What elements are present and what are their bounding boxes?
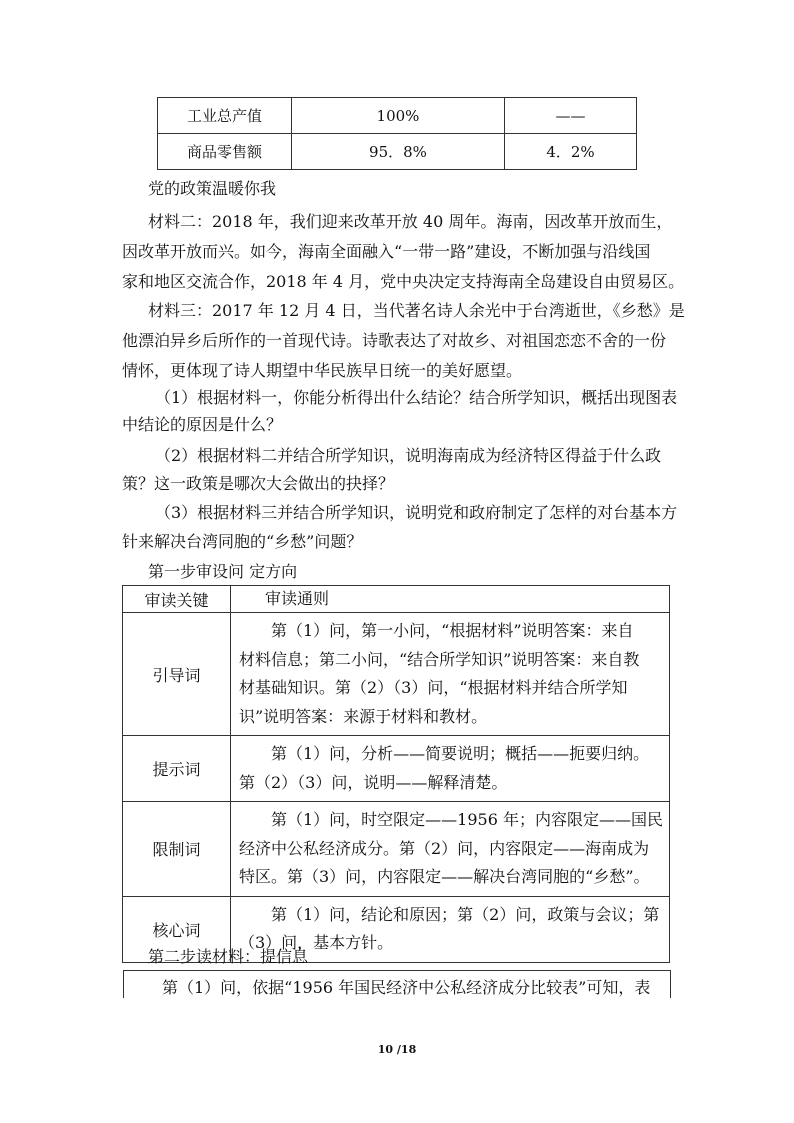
table-row: [158, 98, 637, 134]
row-line: 第（1）问，时空限定——1956 年；内容限定——国民: [271, 810, 663, 829]
row-key: 限制词: [123, 802, 231, 897]
header-key: 审读关键: [123, 586, 231, 613]
row-line: 特区。第（3）问，内容限定——解决台湾同胞的“乡愁”。: [239, 867, 650, 886]
row-line: 材料信息；第二小问，“结合所学知识”说明答案：来自教: [239, 649, 640, 669]
row-line: 第（2）（3）问，说明——解释清楚。: [239, 772, 508, 792]
row-line: 第（1）问，结论和原因；第（2）问，政策与会议；第: [271, 904, 660, 924]
section-heading: 党的政策温暖你我: [148, 179, 277, 198]
row-key: 提示词: [123, 736, 231, 802]
page-number: 10 /18: [377, 1043, 417, 1056]
row-label: 工业总产值: [158, 98, 292, 134]
row-line: 第（1）问，第一小问，“根据材料”说明答案：来自: [271, 621, 634, 640]
row-value: 100%: [292, 98, 505, 134]
row-line: 第（1）问，分析——简要说明；概括——扼要归纳。: [271, 744, 650, 763]
question-2-line: （2）根据材料二并结合所学知识，说明海南成为经济特区得益于什么政: [155, 446, 662, 465]
table-row: [123, 802, 670, 897]
material3-line: 情怀，更体现了诗人期望中华民族早日统一的美好愿望。: [122, 361, 523, 380]
table-row: [123, 736, 670, 802]
material2-line: 因改革开放而兴。如今，海南全面融入“一带一路”建设，不断加强与沿线国: [122, 242, 651, 261]
row-line: （3）问，基本方针。: [239, 933, 394, 952]
material3-line: 他漂泊异乡后所作的一首现代诗。诗歌表达了对故乡、对祖国恋恋不舍的一份: [122, 331, 667, 350]
row-line: 材基础知识。第（2）（3）问，“根据材料并结合所学知: [239, 678, 628, 697]
row-value: ——: [505, 98, 637, 134]
question-1-line: 中结论的原因是什么？: [122, 415, 283, 434]
analysis-table: [122, 585, 670, 963]
row-content: [231, 613, 670, 736]
row-value: 4．2%: [505, 134, 637, 170]
row-content: [231, 802, 670, 897]
header-value: 审读通则: [231, 586, 670, 613]
row-content: [231, 736, 670, 802]
row-line: 识”说明答案：来源于材料和教材。: [239, 706, 488, 726]
row-key: 核心词: [123, 896, 231, 962]
material2-line: 家和地区交流合作，2018 年 4 月，党中央决定支持海南全岛建设自由贸易区。: [122, 272, 685, 291]
row-label: 商品零售额: [158, 134, 292, 170]
question-3-line: （3）根据材料三并结合所学知识，说明党和政府制定了怎样的对台基本方: [155, 503, 678, 522]
row-value: 95．8%: [292, 134, 505, 170]
step2-text: 第（1）问，依据“1956 年国民经济中公私经济成分比较表”可知，表: [162, 978, 651, 997]
table-row: [158, 134, 637, 170]
step1-title: 第一步审设问 定方向: [148, 562, 298, 581]
material2-line: 材料二：2018 年，我们迎来改革开放 40 周年。海南，因改革开放而生，: [148, 212, 673, 231]
step2-box: [123, 970, 671, 998]
question-2-line: 策？这一政策是哪次大会做出的抉择？: [122, 474, 395, 493]
row-line: 经济中公私经济成分。第（2）问，内容限定——海南成为: [239, 838, 650, 858]
question-1-line: （1）根据材料一，你能分析得出什么结论？结合所学知识，概括出现图表: [155, 388, 678, 407]
table-row: [123, 613, 670, 736]
table-header-row: [123, 586, 670, 613]
economic-comparison-table: [157, 97, 637, 170]
step2-title: 第二步读材料：提信息: [148, 947, 309, 966]
row-key: 引导词: [123, 613, 231, 736]
material3-line: 材料三：2017 年 12 月 4 日，当代著名诗人余光中于台湾逝世，《乡愁》是: [148, 301, 685, 320]
question-3-line: 针来解决台湾同胞的“乡愁”问题？: [122, 532, 363, 551]
